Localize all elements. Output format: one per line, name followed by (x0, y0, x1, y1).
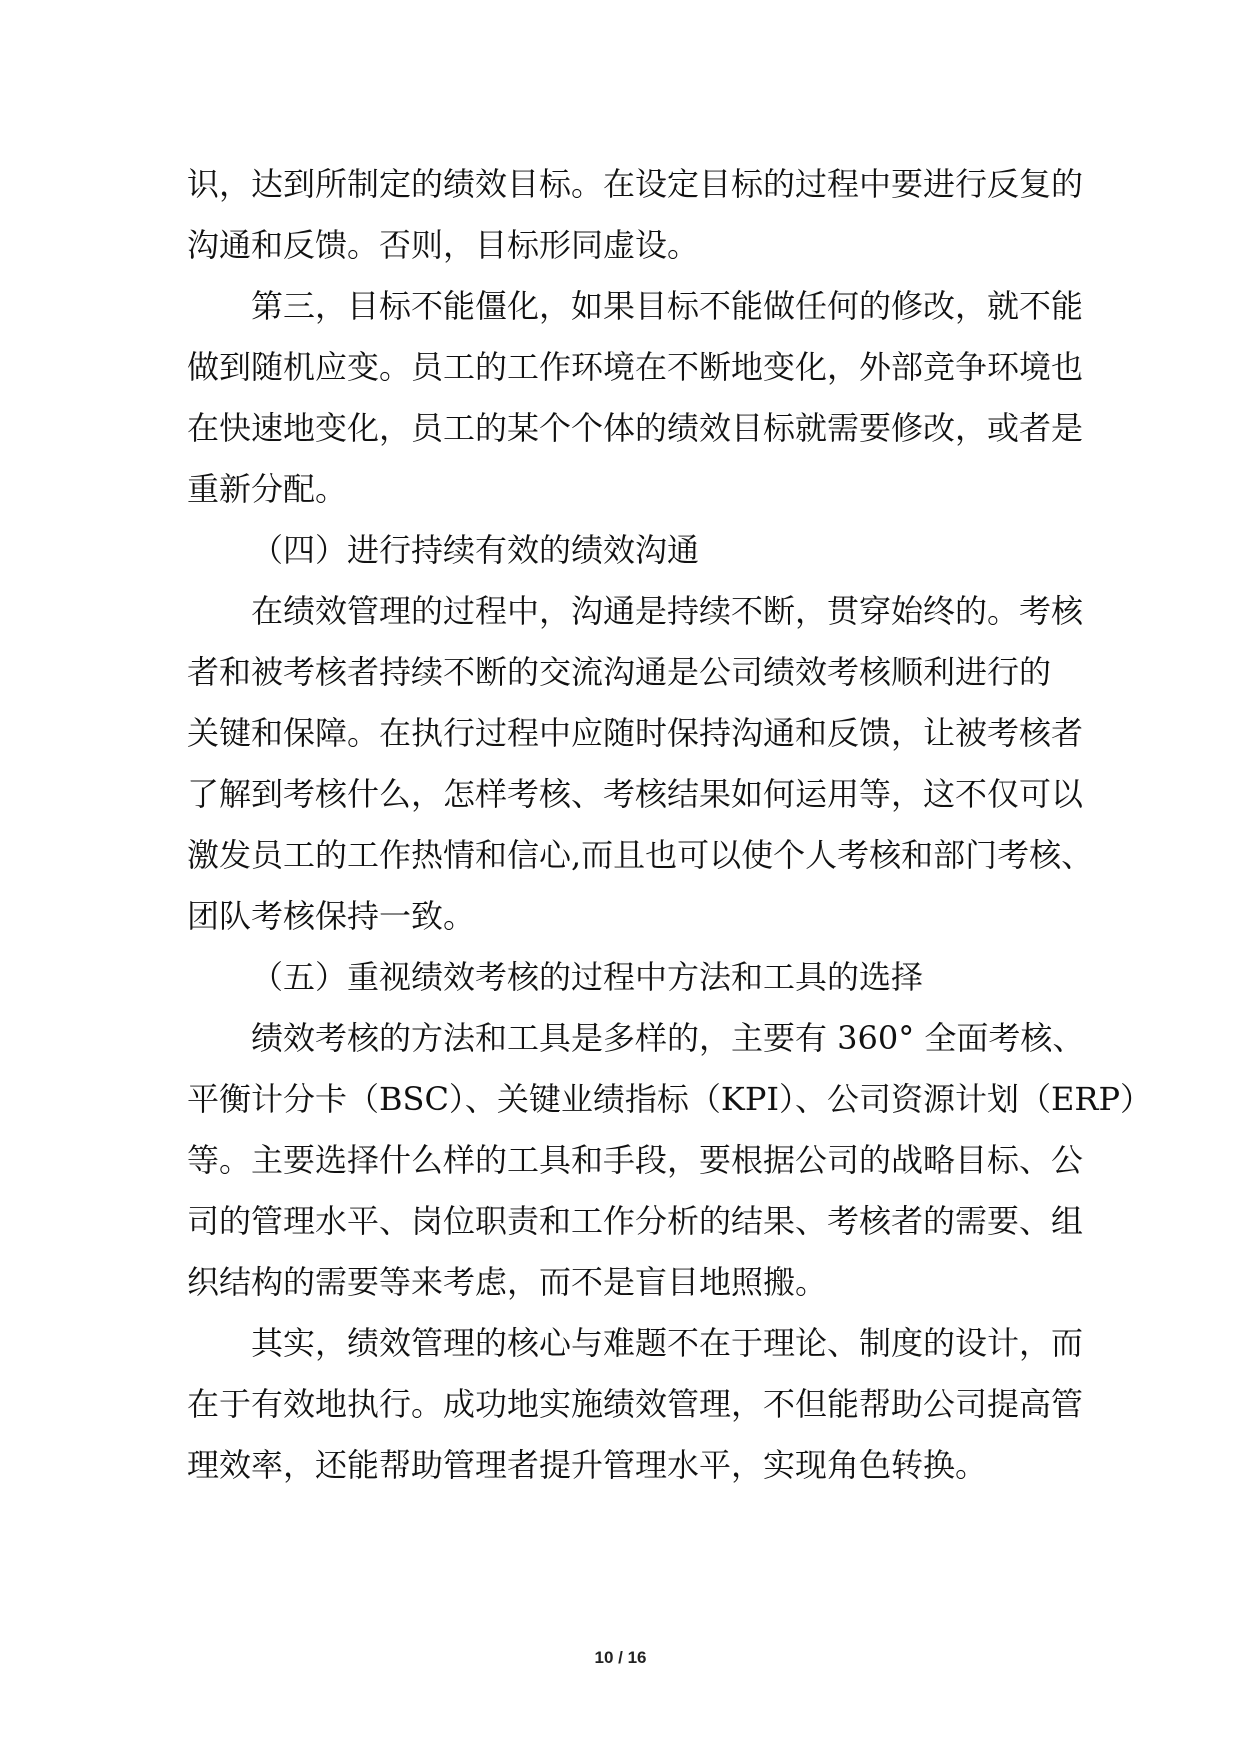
text-line: 了解到考核什么，怎样考核、考核结果如何运用等，这不仅可以 (187, 775, 1084, 813)
page-number: 10 / 16 (594, 1648, 647, 1667)
text-line: 识，达到所制定的绩效目标。在设定目标的过程中要进行反复的 (187, 165, 1084, 203)
text-line: 沟通和反馈。否则，目标形同虚设。 (187, 226, 700, 264)
text-line: 激发员工的工作热情和信心,而且也可以使个人考核和部门考核、 (187, 836, 1094, 874)
text-line: 其实，绩效管理的核心与难题不在于理论、制度的设计，而 (251, 1324, 1084, 1362)
text-line: 重新分配。 (187, 470, 348, 508)
text-line: 织结构的需要等来考虑，而不是盲目地照搬。 (187, 1263, 828, 1301)
text-line: 司的管理水平、岗位职责和工作分析的结果、考核者的需要、组 (187, 1202, 1084, 1240)
text-line: 平衡计分卡（BSC）、关键业绩指标（KPI）、公司资源计划（ERP） (187, 1080, 1152, 1118)
section-heading: （四）进行持续有效的绩效沟通 (251, 531, 700, 569)
text-line: 等。主要选择什么样的工具和手段，要根据公司的战略目标、公 (187, 1141, 1084, 1179)
text-line: 理效率，还能帮助管理者提升管理水平，实现角色转换。 (187, 1446, 988, 1484)
text-line: 绩效考核的方法和工具是多样的，主要有 360° 全面考核、 (251, 1019, 1085, 1057)
body-text (187, 154, 1152, 1496)
text-line: 在快速地变化，员工的某个个体的绩效目标就需要修改，或者是 (187, 409, 1084, 447)
text-line: 者和被考核者持续不断的交流沟通是公司绩效考核顺利进行的 (187, 653, 1052, 691)
text-line: 关键和保障。在执行过程中应随时保持沟通和反馈，让被考核者 (187, 714, 1084, 752)
text-line: 做到随机应变。员工的工作环境在不断地变化，外部竞争环境也 (187, 348, 1084, 386)
text-line: 第三，目标不能僵化，如果目标不能做任何的修改，就不能 (251, 287, 1084, 325)
section-heading: （五）重视绩效考核的过程中方法和工具的选择 (251, 958, 924, 996)
text-line: 在于有效地执行。成功地实施绩效管理，不但能帮助公司提高管 (187, 1385, 1084, 1423)
text-line: 在绩效管理的过程中，沟通是持续不断，贯穿始终的。考核 (251, 592, 1084, 630)
text-line: 团队考核保持一致。 (187, 897, 476, 935)
